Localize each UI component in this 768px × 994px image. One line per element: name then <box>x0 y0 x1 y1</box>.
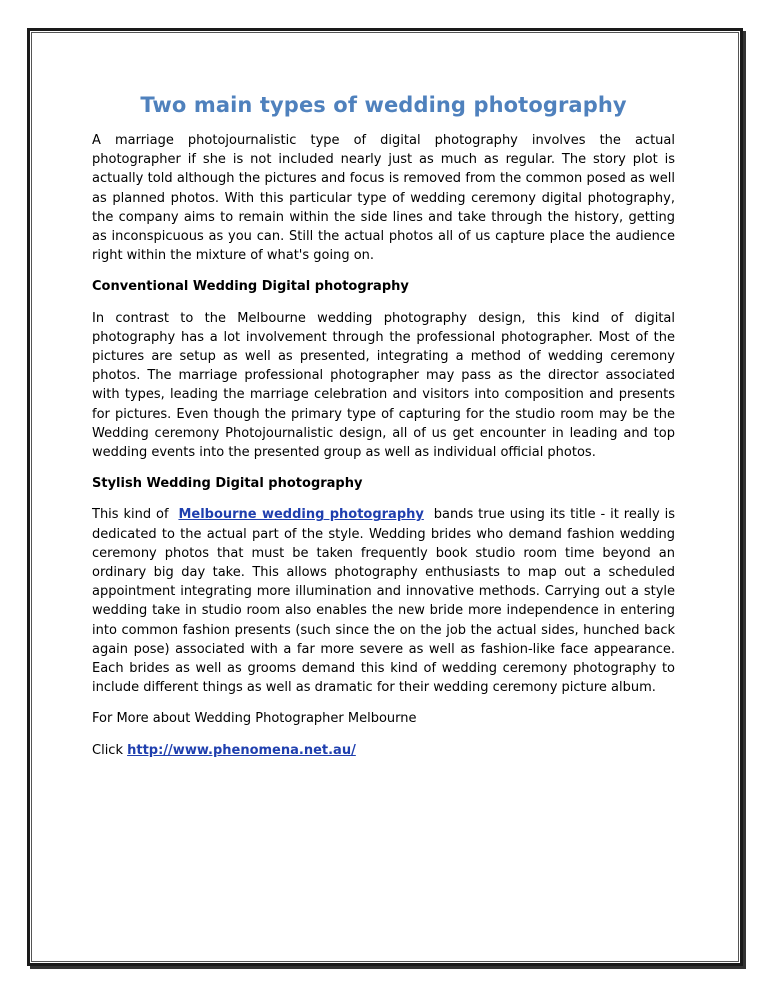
melbourne-wedding-photography-link[interactable]: Melbourne wedding photography <box>178 507 424 523</box>
click-label: Click <box>92 742 123 758</box>
section-heading-stylish: Stylish Wedding Digital photography <box>92 476 363 492</box>
stylish-text-after: bands true using its title - it really is dedicated to the actual part of the style. Wedding brides who demand fashion wedding ceremony photos that must be taken frequently book studio room time beyond an ordinary big day take. This allows photography enthusiasts to map out a scheduled appointment integrating more illumination and innovative methods. Carrying out a style wedding take in studio room also enables the new bride more independence in entering into common fashion presents (such since the on the job the actual sides, hunched back again pose) associated with a far more severe as well as fashion-like face appearance. Each brides as well as grooms demand this kind of wedding ceremony photography to include different things as well as dramatic for their wedding ceremony picture album. <box>92 507 676 696</box>
section-heading-conventional: Conventional Wedding Digital photography <box>92 279 409 295</box>
more-info-text: For More about Wedding Photographer Melbourne <box>92 711 417 727</box>
page-title: Two main types of wedding photography <box>140 93 627 117</box>
intro-paragraph: A marriage photojournalistic type of digital photography involves the actual photographer if she is not included nearly just as much as regular. The story plot is actually told although the pictures and focus is removed from the common posed as well as planned photos. With this particular type of wedding ceremony digital photography, the company aims to remain within the side lines and take through the history, getting as inconspicuous as you can. Still the actual photos all of us capture place the audience right within the mixture of what's going on. <box>92 133 675 264</box>
stylish-text-before: This kind of <box>92 507 169 523</box>
click-line <box>92 741 675 760</box>
section-body-conventional: In contrast to the Melbourne wedding photography design, this kind of digital photography has a lot involvement through the professional photographer. Most of the pictures are setup as well as presented, integrating a method of wedding ceremony photos. The marriage professional photographer may pass as the director associated with types, leading the marriage celebration and visitors into composition and presents for pictures. Even though the primary type of capturing for the studio room may be the Wedding ceremony Photojournalistic design, all of us get encounter in leading and top wedding events into the presented group as well as individual official photos. <box>92 310 675 461</box>
phenomena-url-link[interactable]: http://www.phenomena.net.au/ <box>127 742 356 758</box>
document-body <box>92 90 675 772</box>
section-body-stylish <box>92 505 675 697</box>
